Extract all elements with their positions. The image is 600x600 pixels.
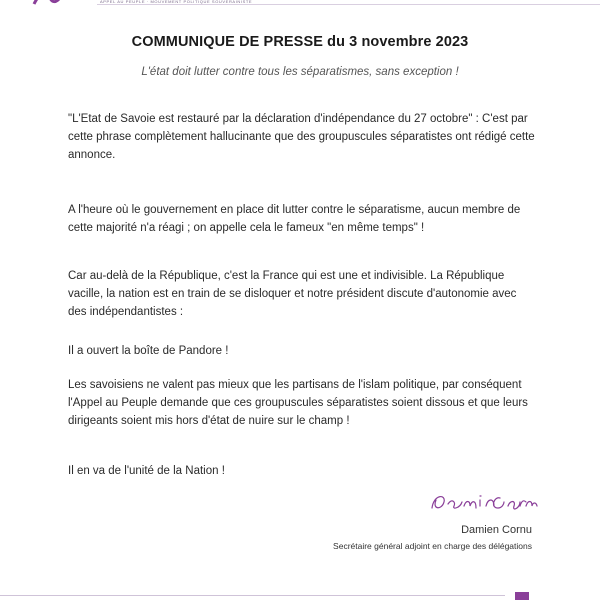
logo-icon — [30, 0, 70, 6]
header-rule — [97, 4, 600, 5]
signatory-role: Secrétaire général adjoint en charge des délégations — [333, 541, 532, 551]
paragraph-3: Car au-delà de la République, c'est la France qui est une et indivisible. La République vacille, la nation est en train de se disloquer et notre président discute d'autonomie avec des indépendantistes : — [68, 270, 517, 318]
signatory-name: Damien Cornu — [461, 524, 532, 536]
press-release-subtitle: L'état doit lutter contre tous les séparatismes, sans exception ! — [141, 66, 459, 78]
handwritten-signature — [428, 488, 538, 514]
paragraph-5: Les savoisiens ne valent pas mieux que les partisans de l'islam politique, par conséquent l'Appel au Peuple demande que ces groupuscules séparatistes soient dissous et que leurs dirigeants soient mis hors d'état de nuire sur le champ ! — [68, 379, 528, 427]
press-release-title: COMMUNIQUE DE PRESSE du 3 novembre 2023 — [131, 34, 469, 50]
paragraph-4: Il a ouvert la boîte de Pandore ! — [68, 345, 229, 357]
paragraph-1: "L'Etat de Savoie est restauré par la déclaration d'indépendance du 27 octobre" : C'est par cette phrase complètement hallucinante que des groupuscules séparatistes ont rédigé cette annonce. — [68, 113, 535, 161]
paragraph-2: A l'heure où le gouvernement en place dit lutter contre le séparatisme, aucun membre de cette majorité n'a réagi ; on appelle cela le fameux "en même temps" ! — [68, 204, 521, 234]
page-number-badge — [515, 592, 529, 600]
footer-rule — [0, 595, 505, 596]
paragraph-6: Il en va de l'unité de la Nation ! — [68, 465, 225, 477]
header-tagline: APPEL AU PEUPLE · MOUVEMENT POLITIQUE SOUVERAINISTE — [100, 0, 253, 4]
